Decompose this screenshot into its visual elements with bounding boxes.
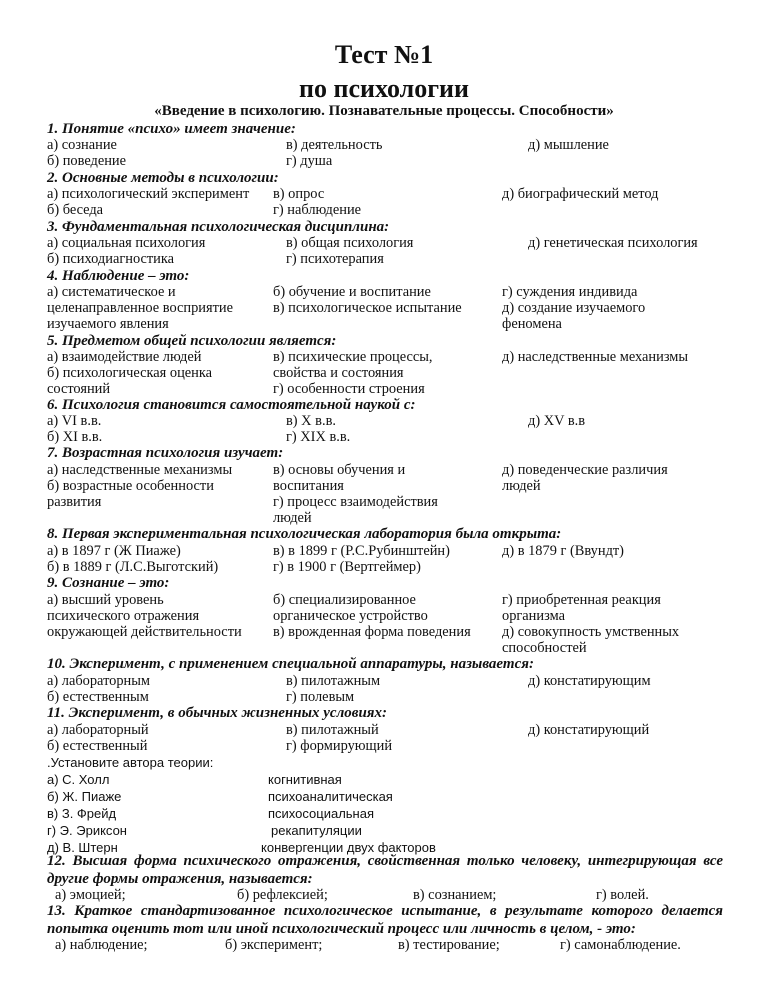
q6-option-e: д) XV в.в <box>528 413 586 429</box>
q7-option-e-line1: д) поведенческие различия <box>502 462 668 478</box>
q2-option-b: б) беседа <box>47 202 104 218</box>
q9-option-b-line1: б) специализированное <box>273 592 416 608</box>
q4-option-a-line3: изучаемого явления <box>47 316 169 332</box>
q7-option-c-line1: в) основы обучения и <box>273 462 406 478</box>
q10-option-e: д) констатирующим <box>528 673 651 689</box>
q8-option-a: а) в 1897 г (Ж Пиаже) <box>47 543 181 559</box>
matching-author-e: д) В. Штерн <box>47 840 118 855</box>
q2-option-c: в) опрос <box>273 186 325 202</box>
q3-option-e: д) генетическая психология <box>528 235 698 251</box>
q1-option-b: б) поведение <box>47 153 127 169</box>
q7-option-a: а) наследственные механизмы <box>47 462 233 478</box>
q10-option-c: в) пилотажным <box>286 673 381 689</box>
q8-option-b: б) в 1889 г (Л.С.Выготский) <box>47 559 219 575</box>
q10-option-b: б) естественным <box>47 689 149 705</box>
page-title-line2: по психологии <box>298 74 469 103</box>
matching-author-b: б) Ж. Пиаже <box>47 789 122 804</box>
q3-option-d: г) психотерапия <box>286 251 384 267</box>
q11-option-a: а) лабораторный <box>47 722 149 738</box>
question-5: 5. Предметом общей психологии является: <box>47 333 337 349</box>
q8-option-e: д) в 1879 г (Ввундт) <box>502 543 624 559</box>
q13-option-a: а) наблюдение; <box>55 937 148 953</box>
question-1: 1. Понятие «психо» имеет значение: <box>47 121 296 137</box>
q4-option-b: б) обучение и воспитание <box>273 284 431 300</box>
question-3: 3. Фундаментальная психологическая дисциплина: <box>47 219 390 235</box>
q7-option-d-line1: г) процесс взаимодействия <box>273 494 438 510</box>
q8-option-d: г) в 1900 г (Вертгеймер) <box>273 559 421 575</box>
matching-theory-3: психосоциальная <box>268 806 375 821</box>
q12-option-d: г) волей. <box>596 887 649 903</box>
q7-option-c-line2: воспитания <box>273 478 344 494</box>
q13-option-b: б) эксперимент; <box>225 937 323 953</box>
q9-option-b-line2: органическое устройство <box>273 608 428 624</box>
q13-option-c: в) тестирование; <box>398 937 500 953</box>
q9-option-d-line1: г) приобретенная реакция <box>502 592 661 608</box>
q5-option-e: д) наследственные механизмы <box>502 349 689 365</box>
q9-option-e-line2: способностей <box>502 640 587 656</box>
q4-option-a-line2: целенаправленное восприятие <box>47 300 234 316</box>
matching-title: .Установите автора теории: <box>47 755 214 770</box>
question-12: 12. Высшая форма психического отражения, свойственная только человеку, интегрирующая все другие формы отражения, называется: <box>47 853 723 887</box>
matching-theory-1: когнитивная <box>268 772 342 787</box>
question-10: 10. Эксперимент, с применением специальной аппаратуры, называется: <box>47 656 534 672</box>
q11-option-c: в) пилотажный <box>286 722 379 738</box>
q12-option-a: а) эмоцией; <box>55 887 126 903</box>
question-9: 9. Сознание – это: <box>47 575 170 591</box>
matching-author-d: г) Э. Эриксон <box>47 823 127 838</box>
q5-option-a: а) взаимодействие людей <box>47 349 202 365</box>
q1-option-a: а) сознание <box>47 137 117 153</box>
matching-theory-4: рекапитуляции <box>271 823 362 838</box>
q12-option-c: в) сознанием; <box>413 887 497 903</box>
q7-option-b-line2: развития <box>47 494 102 510</box>
q2-option-a: а) психологический эксперимент <box>47 186 250 202</box>
q4-option-a-line1: а) систематическое и <box>47 284 176 300</box>
q5-option-d: г) особенности строения <box>273 381 425 397</box>
q9-option-a-line3: окружающей действительности <box>47 624 242 640</box>
q5-option-c-line1: в) психические процессы, <box>273 349 433 365</box>
q3-option-b: б) психодиагностика <box>47 251 175 267</box>
q12-option-b: б) рефлексией; <box>237 887 328 903</box>
q11-option-e: д) констатирующий <box>528 722 650 738</box>
q5-option-b-line2: состояний <box>47 381 111 397</box>
q9-option-a-line1: а) высший уровень <box>47 592 164 608</box>
q4-option-c: в) психологическое испытание <box>273 300 462 316</box>
q3-option-a: а) социальная психология <box>47 235 206 251</box>
q8-option-c: в) в 1899 г (Р.С.Рубинштейн) <box>273 543 450 559</box>
q10-option-d: г) полевым <box>286 689 355 705</box>
question-13: 13. Краткое стандартизованное психологическое испытание, в результате которого делается попытка оценить тот или иной психологический процесс или личность в целом, - это: <box>47 903 723 937</box>
question-11: 11. Эксперимент, в обычных жизненных условиях: <box>47 705 388 721</box>
q1-option-c: в) деятельность <box>286 137 383 153</box>
question-6: 6. Психология становится самостоятельной наукой с: <box>47 397 416 413</box>
page-title: Тест №1 <box>334 40 434 69</box>
q1-option-e: д) мышление <box>528 137 609 153</box>
matching-theory-2: психоаналитическая <box>268 789 393 804</box>
q2-option-e: д) биографический метод <box>502 186 659 202</box>
q6-option-d: г) XIX в.в. <box>286 429 351 445</box>
q3-option-c: в) общая психология <box>286 235 414 251</box>
matching-author-c: в) З. Фрейд <box>47 806 117 821</box>
question-2: 2. Основные методы в психологии: <box>47 170 279 186</box>
q9-option-e-line1: д) совокупность умственных <box>502 624 680 640</box>
q5-option-b-line1: б) психологическая оценка <box>47 365 213 381</box>
q10-option-a: а) лабораторным <box>47 673 151 689</box>
page-subtitle: «Введение в психологию. Познавательные процессы. Способности» <box>154 103 614 119</box>
matching-theory-5: конвергенции двух факторов <box>261 840 436 855</box>
q4-option-e-line2: феномена <box>502 316 562 332</box>
q11-option-b: б) естественный <box>47 738 148 754</box>
q1-option-d: г) душа <box>286 153 333 169</box>
question-7: 7. Возрастная психология изучает: <box>47 445 284 461</box>
q13-option-d: г) самонаблюдение. <box>560 937 681 953</box>
q9-option-c: в) врожденная форма поведения <box>273 624 471 640</box>
q5-option-c-line2: свойства и состояния <box>273 365 404 381</box>
q6-option-a: а) VI в.в. <box>47 413 102 429</box>
q6-option-b: б) XI в.в. <box>47 429 103 445</box>
q7-option-d-line2: людей <box>273 510 312 526</box>
q4-option-e-line1: д) создание изучаемого <box>502 300 646 316</box>
q2-option-d: г) наблюдение <box>273 202 362 218</box>
q7-option-e-line2: людей <box>502 478 541 494</box>
q4-option-d: г) суждения индивида <box>502 284 638 300</box>
question-8: 8. Первая экспериментальная психологическая лаборатория была открыта: <box>47 526 562 542</box>
matching-author-a: а) С. Холл <box>47 772 110 787</box>
q6-option-c: в) X в.в. <box>286 413 336 429</box>
q7-option-b-line1: б) возрастные особенности <box>47 478 214 494</box>
q9-option-d-line2: организма <box>502 608 565 624</box>
q9-option-a-line2: психического отражения <box>47 608 200 624</box>
question-4: 4. Наблюдение – это: <box>47 268 190 284</box>
q11-option-d: г) формирующий <box>286 738 393 754</box>
